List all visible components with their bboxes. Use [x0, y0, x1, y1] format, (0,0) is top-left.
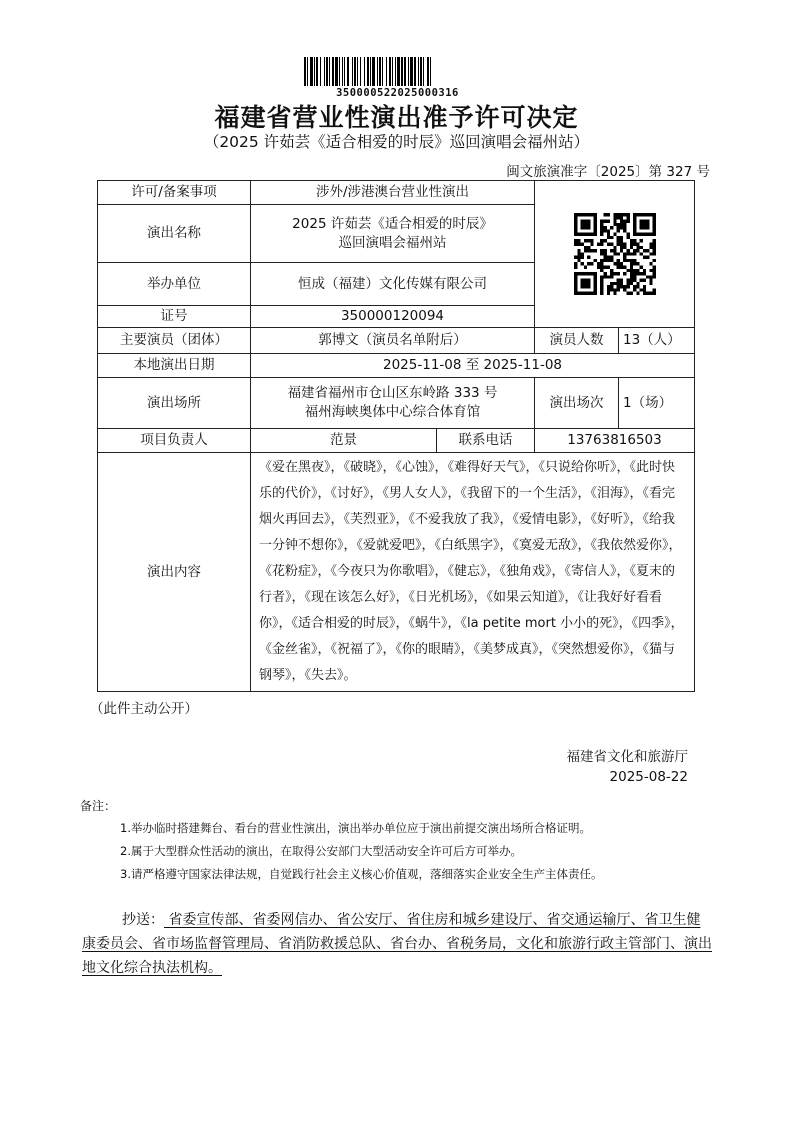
content-label: 演出内容 — [98, 453, 251, 692]
cc-block — [82, 908, 712, 980]
license-table — [97, 180, 695, 692]
issuer: 福建省文化和旅游厅 — [566, 749, 688, 765]
barcode-number: 350000522025000316 — [336, 87, 459, 99]
cc-recipients: 省委宣传部、省委网信办、省公安厅、省住房和城乡建设厅、省交通运输厅、省卫生健康委员会、省市场监督管理局、省消防救援总队、省台办、省税务局，文化和旅游行政主管部门、演出地文化综合执法机构。 — [82, 912, 712, 976]
performer-count-label: 演员人数 — [535, 328, 619, 354]
phone-label: 联系电话 — [437, 429, 535, 453]
dates-value: 2025-11-08 至 2025-11-08 — [251, 354, 695, 378]
remark-note: 3.请严格遵守国家法律法规，自觉践行社会主义核心价值观，落细落实企业安全生产主体责任。 — [120, 867, 603, 881]
show-name-value — [251, 205, 535, 263]
license-type-label: 许可/备案事项 — [98, 181, 251, 205]
show-name-label: 演出名称 — [98, 205, 251, 263]
content-value: 《爱在黑夜》，《破晓》，《心蚀》，《难得好天气》，《只说给你听》，《此时快乐的代价》，《讨好》，《男人女人》，《我留下的一个生活》，《泪海》，《看完烟火再回去》，《芙烈亚》，《不爱我放了我》，《爱情电影》，《好听》，《给我一分钟不想你》，《爱就爱吧》，《白纸黑字》，《寞爱无敌》，《我依然爱你》，《花粉症》，《今夜只为你歌唱》，《健忘》，《独角戏》，《寄信人》，《夏末的行者》，《现在该怎么好》，《日光机场》，《如果云知道》，《让我好好看看你》，《适合相爱的时辰》，《蜗牛》，《la petite mort 小小的死》，《四季》，《金丝雀》，《祝福了》，《你的眼睛》，《美梦成真》，《突然想爱你》，《猫与钢琴》，《失去》。 — [251, 453, 695, 692]
qr-code — [574, 213, 656, 295]
sessions-value: 1（场） — [619, 378, 695, 429]
remark-note: 2.属于大型群众性活动的演出，在取得公安部门大型活动安全许可后方可举办。 — [120, 844, 522, 858]
venue-label: 演出场所 — [98, 378, 251, 429]
manager-label: 项目负责人 — [98, 429, 251, 453]
phone-value: 13763816503 — [535, 429, 695, 453]
document-subtitle: （2025 许茹芸《适合相爱的时辰》巡回演唱会福州站） — [203, 133, 590, 151]
cert-label: 证号 — [98, 306, 251, 328]
main-performer-label: 主要演员（团体） — [98, 328, 251, 354]
dates-label: 本地演出日期 — [98, 354, 251, 378]
sessions-label: 演出场次 — [535, 378, 619, 429]
venue-value — [251, 378, 535, 429]
main-performer-value: 郭博文（演员名单附后） — [251, 328, 535, 354]
license-type-value: 涉外/涉港澳台营业性演出 — [251, 181, 535, 205]
document-number: 闽文旅演准字〔2025〕第 327 号 — [506, 164, 710, 180]
cc-label: 抄送： — [122, 912, 164, 928]
manager-value: 范景 — [251, 429, 437, 453]
venue-line1: 福建省福州市仓山区东岭路 333 号 — [287, 385, 498, 401]
organizer-label: 举办单位 — [98, 263, 251, 306]
issue-date: 2025-08-22 — [609, 769, 688, 785]
remark-note: 1.举办临时搭建舞台、看台的营业性演出，演出举办单位应于演出前提交演出场所合格证明。 — [120, 821, 591, 835]
barcode — [304, 57, 491, 86]
qr-cell — [535, 181, 695, 328]
cert-value: 350000120094 — [251, 306, 535, 328]
organizer-value: 恒成（福建）文化传媒有限公司 — [251, 263, 535, 306]
show-name-line2: 巡回演唱会福州站 — [338, 234, 447, 251]
remarks-title: 备注： — [80, 799, 117, 813]
show-name-line1: 2025 许茹芸《适合相爱的时辰》 — [292, 215, 493, 232]
document-title: 福建省营业性演出准予许可决定 — [214, 103, 579, 132]
performer-count-value: 13（人） — [619, 328, 695, 354]
public-note: （此件主动公开） — [90, 701, 198, 717]
venue-line2: 福州海峡奥体中心综合体育馆 — [304, 404, 481, 420]
